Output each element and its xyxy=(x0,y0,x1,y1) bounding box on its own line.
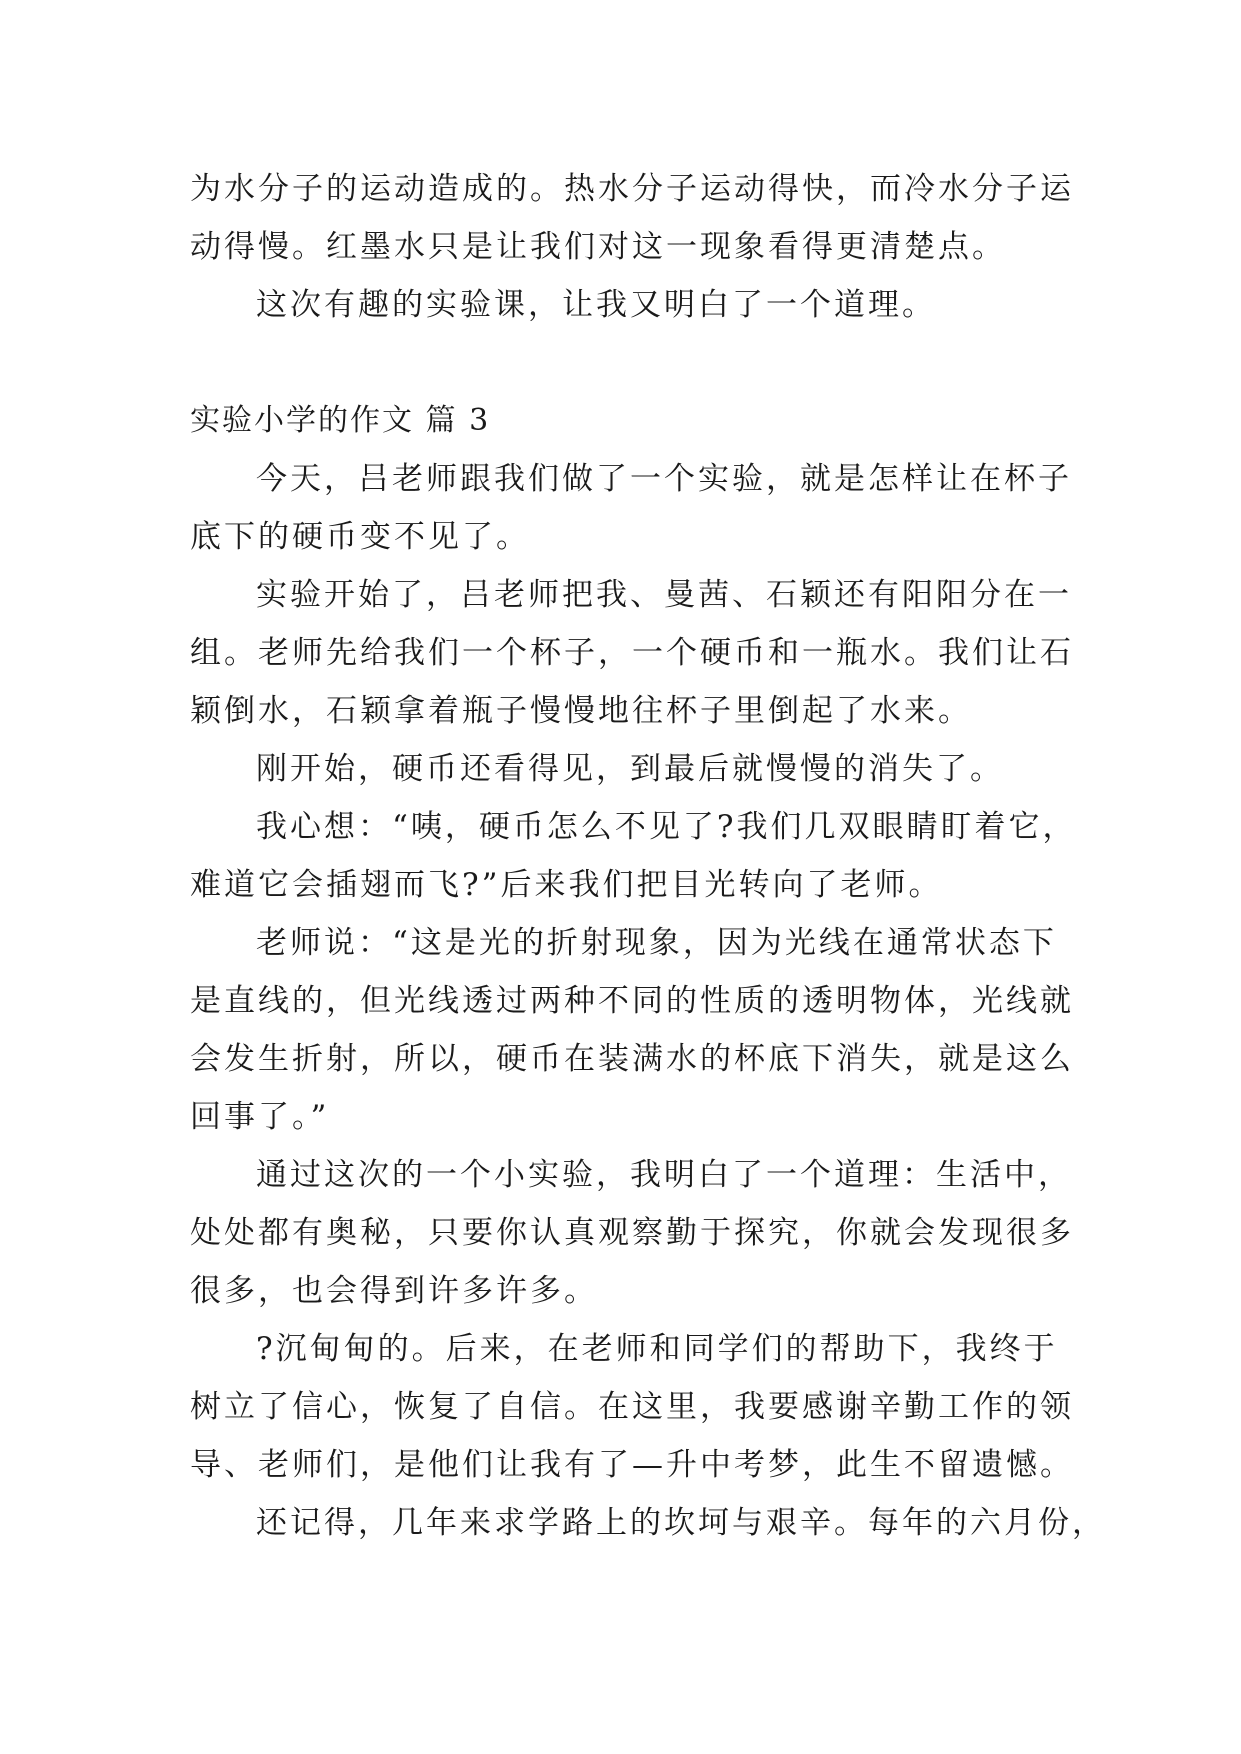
text-line: 今天，吕老师跟我们做了一个实验，就是怎样让在杯子 xyxy=(256,461,1072,497)
text-line: 处处都有奥秘，只要你认真观察勤于探究，你就会发现很多 xyxy=(190,1215,1074,1251)
text-line: 是直线的，但光线透过两种不同的性质的透明物体，光线就 xyxy=(190,983,1074,1019)
document-page xyxy=(190,160,1106,1552)
text-line: 回事了。” xyxy=(190,1099,330,1135)
text-line: 通过这次的一个小实验，我明白了一个道理：生活中， xyxy=(256,1157,1072,1193)
text-line: 树立了信心，恢复了自信。在这里，我要感谢辛勤工作的领 xyxy=(190,1389,1074,1425)
text-line: 还记得，几年来求学路上的坎坷与艰辛。每年的六月份， xyxy=(256,1505,1106,1541)
text-line: 难道它会插翅而飞?”后来我们把目光转向了老师。 xyxy=(190,867,943,903)
section-spacer xyxy=(190,334,1070,392)
text-line: 实验开始了，吕老师把我、曼茜、石颖还有阳阳分在一 xyxy=(256,577,1072,613)
text-line: 会发生折射，所以，硬币在装满水的杯底下消失，就是这么 xyxy=(190,1041,1074,1077)
section-heading: 实验小学的作文 篇 3 xyxy=(190,403,491,438)
text-line: 我心想：“咦，硬币怎么不见了?我们几双眼睛盯着它， xyxy=(256,809,1077,845)
text-line: 老师说：“这是光的折射现象，因为光线在通常状态下 xyxy=(256,925,1057,961)
text-line: 底下的硬币变不见了。 xyxy=(190,519,530,555)
text-line: 组。老师先给我们一个杯子，一个硬币和一瓶水。我们让石 xyxy=(190,635,1074,671)
text-line: 动得慢。红墨水只是让我们对这一现象看得更清楚点。 xyxy=(190,229,1006,265)
text-line: 刚开始，硬币还看得见，到最后就慢慢的消失了。 xyxy=(256,751,1004,787)
text-line: 很多，也会得到许多许多。 xyxy=(190,1273,598,1309)
text-line: ?沉甸甸的。后来，在老师和同学们的帮助下，我终于 xyxy=(256,1331,1058,1367)
text-line: 为水分子的运动造成的。热水分子运动得快，而冷水分子运 xyxy=(190,171,1074,207)
text-line: 这次有趣的实验课，让我又明白了一个道理。 xyxy=(256,287,936,323)
text-line: 颖倒水，石颖拿着瓶子慢慢地往杯子里倒起了水来。 xyxy=(190,693,972,729)
text-line: 导、老师们，是他们让我有了—升中考梦，此生不留遗憾。 xyxy=(190,1447,1074,1483)
